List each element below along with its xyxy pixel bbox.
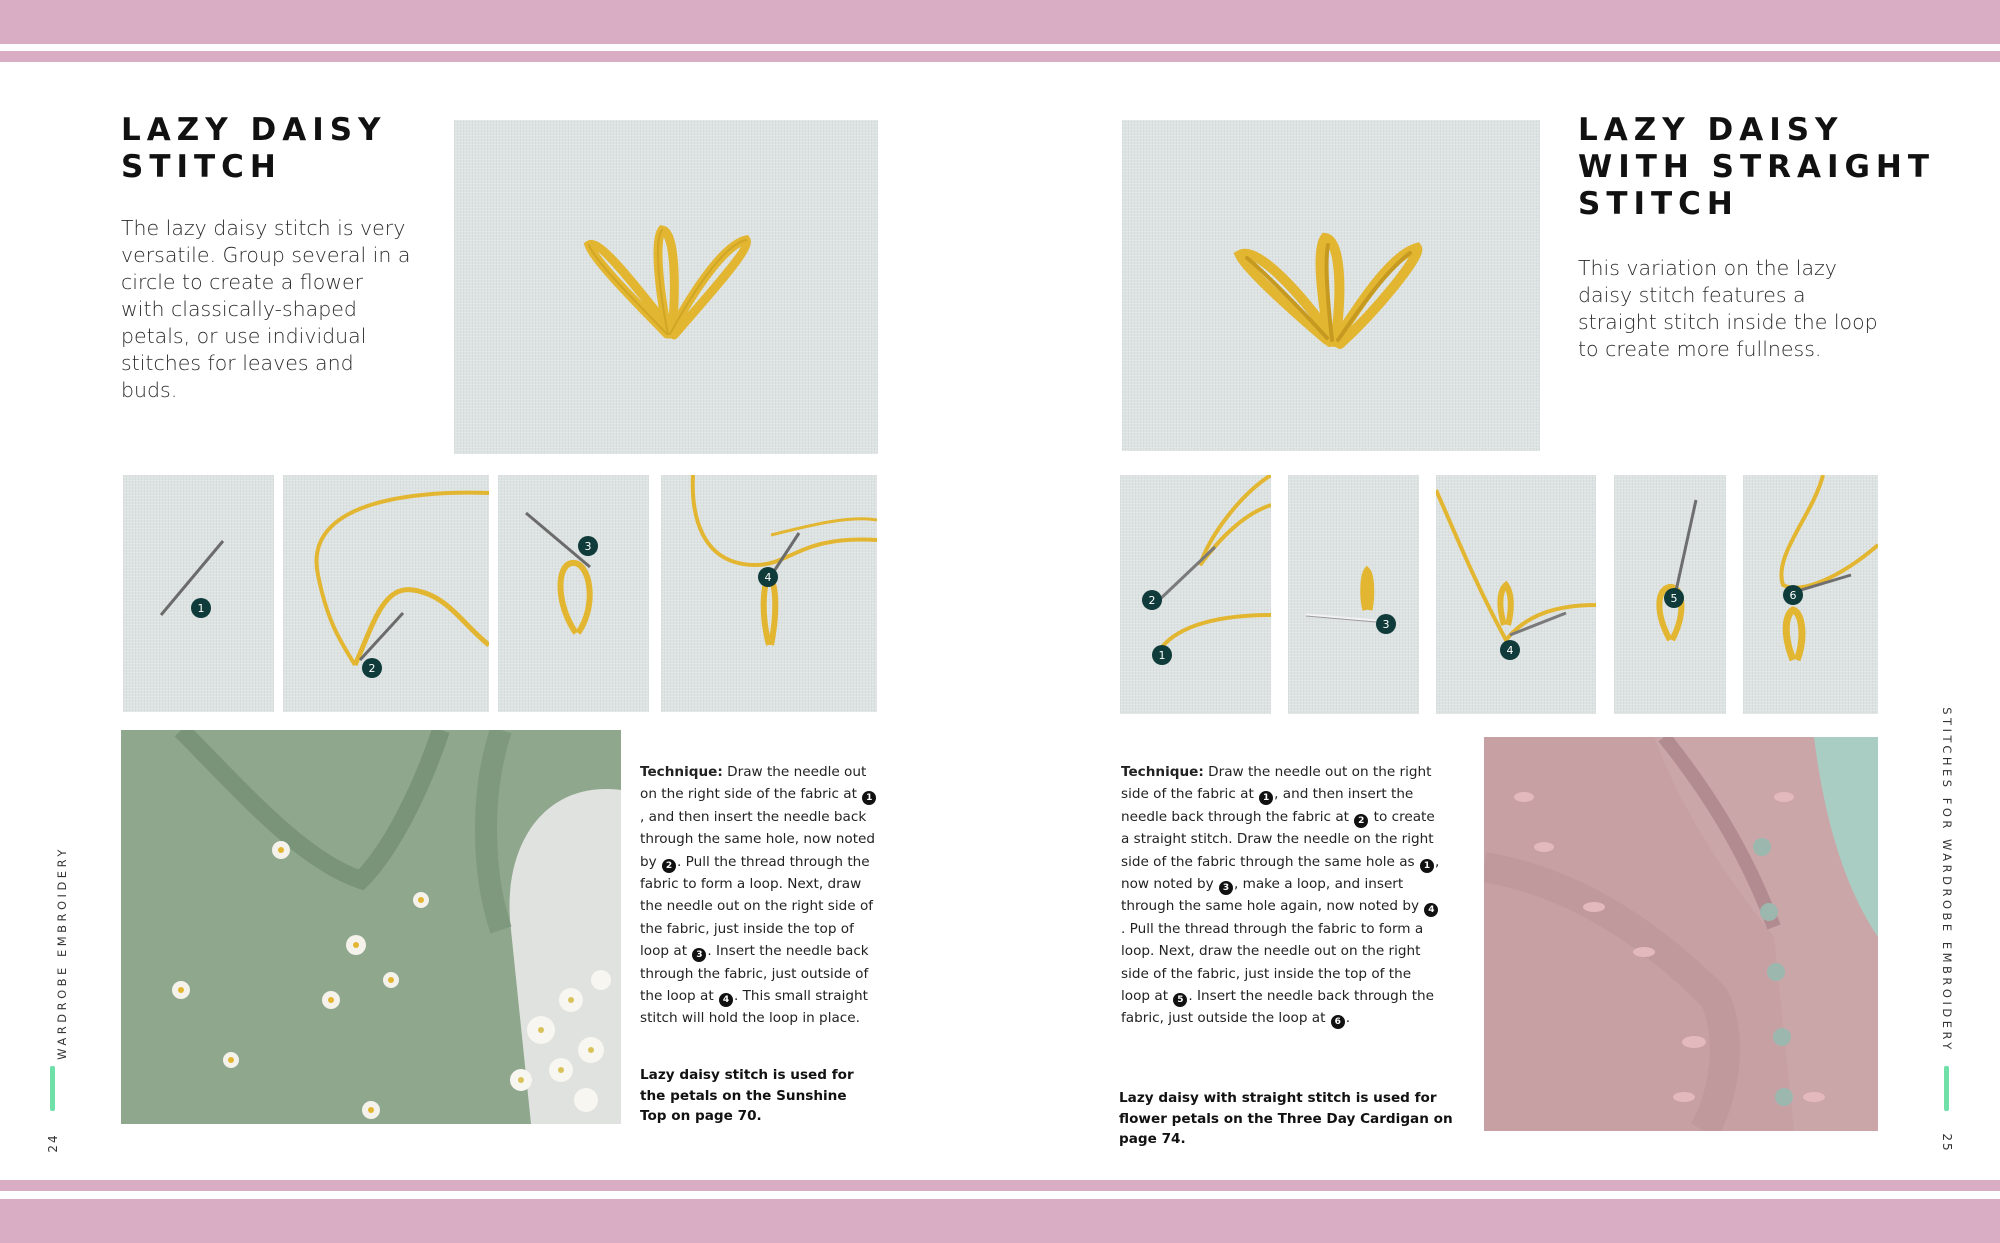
right-step-1-image xyxy=(1120,475,1271,714)
sweater-photo xyxy=(121,730,621,1124)
right-technique-text: . Pull the thread through the fabric to form a loop. Next, draw the needle out on the right side of the fabric, just inside the top of the loop at xyxy=(1121,920,1424,1005)
right-step-marker-5: 5 xyxy=(1670,592,1678,605)
left-step-marker-1: 1 xyxy=(197,602,205,615)
step-number-icon: 6 xyxy=(1331,1015,1345,1029)
right-title-line-1: LAZY DAISY xyxy=(1578,112,1844,148)
step-number-icon: 4 xyxy=(719,993,733,1007)
left-step-4-image xyxy=(661,475,877,712)
left-technique xyxy=(640,761,878,1030)
top-band xyxy=(0,0,2000,44)
right-step-marker-1: 1 xyxy=(1158,649,1166,662)
left-technique-text: . Insert the needle back through the fabric, just outside of the loop at xyxy=(640,943,869,1005)
right-technique-text: , and then insert the needle back through the fabric at xyxy=(1121,786,1414,825)
right-step-marker-6: 6 xyxy=(1789,589,1797,602)
right-technique-text: . xyxy=(1345,1010,1351,1027)
right-step-4-image xyxy=(1614,475,1726,714)
left-intro: The lazy daisy stitch is very versatile. Group several in a circle to create a flower with classically-shaped petals, or use individual stitches for leaves and buds. xyxy=(121,216,411,402)
left-title-line-1: LAZY DAISY xyxy=(121,112,387,148)
left-page-number: 24 xyxy=(46,1133,60,1153)
right-hero-image xyxy=(1122,120,1540,451)
left-step-2-image xyxy=(283,475,489,712)
right-step-3-image xyxy=(1436,475,1596,714)
top-band-thin xyxy=(0,51,2000,62)
step-number-icon: 2 xyxy=(1354,814,1368,828)
right-step-marker-4: 4 xyxy=(1506,644,1514,657)
right-title-line-3: STITCH xyxy=(1578,186,1739,222)
left-step-marker-3: 3 xyxy=(584,540,592,553)
step-number-icon: 1 xyxy=(862,791,876,805)
right-page-number: 25 xyxy=(1940,1133,1954,1153)
right-title xyxy=(1578,112,1935,223)
left-hero-image xyxy=(454,120,878,454)
right-technique-text: Draw the needle out on the right side of the fabric at xyxy=(1121,764,1432,803)
left-note: Lazy daisy stitch is used for the petals on the Sunshine Top on page 70. xyxy=(640,1067,854,1124)
bottom-band-thin xyxy=(0,1180,2000,1191)
left-accent-bar xyxy=(50,1066,55,1111)
step-number-icon: 3 xyxy=(1219,881,1233,895)
left-title xyxy=(121,112,387,186)
right-side-label: STITCHES FOR WARDROBE EMBROIDERY xyxy=(1940,707,1954,1053)
right-step-marker-3: 3 xyxy=(1382,618,1390,631)
step-number-icon: 5 xyxy=(1173,993,1187,1007)
left-step-3-image xyxy=(498,475,649,712)
right-technique-text: , make a loop, and insert through the same hole again, now noted by xyxy=(1121,876,1424,915)
right-technique-text: , now noted by xyxy=(1121,853,1440,893)
right-note: Lazy daisy with straight stitch is used for flower petals on the Three Day Cardigan on page 74. xyxy=(1119,1090,1453,1147)
step-number-icon: 1 xyxy=(1259,791,1273,805)
step-number-icon: 1 xyxy=(1420,859,1434,873)
step-number-icon: 4 xyxy=(1424,903,1438,917)
right-technique xyxy=(1121,761,1441,1030)
left-technique-text: Draw the needle out on the right side of the fabric at xyxy=(640,764,867,803)
left-title-line-2: STITCH xyxy=(121,149,282,185)
right-technique-label: Technique: xyxy=(1121,764,1204,780)
left-technique-text: . Pull the thread through the fabric to form a loop. Next, draw the needle out on the right side of the fabric, just inside the top of loop at xyxy=(640,853,874,960)
step-number-icon: 3 xyxy=(692,948,706,962)
right-technique-text: to create a straight stitch. Draw the needle on the right side of the fabric through the same hole as xyxy=(1121,808,1435,870)
right-step-2-image xyxy=(1288,475,1419,714)
left-technique-label: Technique: xyxy=(640,764,723,780)
left-technique-text: . This small straight stitch will hold the loop in place. xyxy=(640,988,868,1027)
right-step-marker-2: 2 xyxy=(1148,594,1156,607)
cardigan-photo xyxy=(1484,737,1878,1131)
left-technique-text: , and then insert the needle back through the same hole, now noted by xyxy=(640,808,876,870)
left-side-label: WARDROBE EMBROIDERY xyxy=(55,846,69,1060)
step-number-icon: 2 xyxy=(662,859,676,873)
right-title-line-2: WITH STRAIGHT xyxy=(1578,149,1936,185)
left-step-marker-4: 4 xyxy=(764,571,772,584)
right-accent-bar xyxy=(1944,1066,1949,1111)
left-step-1-image xyxy=(123,475,274,712)
right-technique-text: . Insert the needle back through the fabric, just outside the loop at xyxy=(1121,988,1435,1027)
left-step-marker-2: 2 xyxy=(368,662,376,675)
right-step-5-image xyxy=(1743,475,1878,714)
right-intro: This variation on the lazy daisy stitch features a straight stitch inside the loop to create more fullness. xyxy=(1578,256,1878,361)
bottom-band xyxy=(0,1199,2000,1243)
